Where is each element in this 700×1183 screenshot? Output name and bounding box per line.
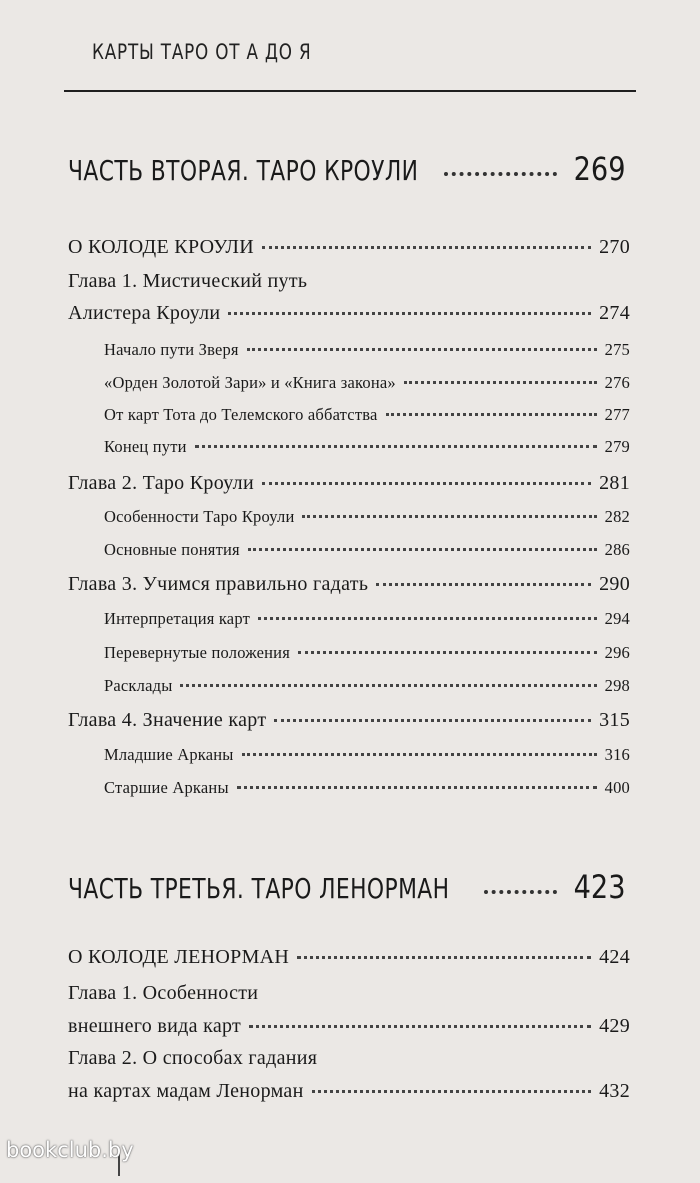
toc-subentry	[104, 609, 630, 629]
toc-subentry	[104, 437, 630, 457]
dot-leader	[249, 1025, 591, 1028]
watermark: bookclub.by	[6, 1138, 134, 1162]
page-number: 423	[573, 868, 626, 906]
dot-leader	[297, 956, 591, 959]
page-number: 282	[604, 507, 630, 526]
page-number: 281	[599, 472, 630, 494]
dot-leader	[242, 753, 597, 756]
toc-subentry	[104, 778, 630, 798]
page-number: 424	[599, 946, 630, 968]
page-number: 294	[604, 609, 630, 628]
dot-leader	[404, 381, 597, 384]
page-number: 316	[604, 745, 630, 764]
part-title: ЧАСТЬ ТРЕТЬЯ. ТАРО ЛЕНОРМАН	[68, 872, 450, 905]
page-number: 429	[599, 1015, 630, 1037]
entry-title: Глава 4. Значение карт	[68, 709, 267, 731]
toc-entry	[68, 1080, 630, 1103]
toc-subentry	[104, 643, 630, 663]
toc-subentry	[104, 340, 630, 360]
page-number: 276	[604, 373, 630, 392]
toc-subentry	[104, 540, 630, 560]
dot-leader	[247, 348, 597, 351]
dot-leader	[484, 890, 557, 894]
dot-leader	[180, 684, 596, 687]
page-number: 290	[599, 573, 630, 595]
entry-title: Глава 3. Учимся правильно гадать	[68, 573, 369, 595]
entry-title: От карт Тота до Телемского аббатства	[104, 405, 378, 424]
part-heading-3	[68, 868, 630, 906]
page-number: 269	[573, 150, 626, 188]
toc-entry	[68, 946, 630, 969]
dot-leader	[302, 515, 596, 518]
dot-leader	[386, 413, 597, 416]
entry-title-line1: Глава 2. О способах гадания	[68, 1047, 318, 1069]
entry-title-line1: Глава 1. Мистический путь	[68, 270, 308, 292]
toc-entry	[68, 236, 630, 259]
toc-entry	[68, 573, 630, 596]
toc-subentry	[104, 676, 630, 696]
dot-leader	[312, 1090, 592, 1093]
dot-leader	[237, 786, 597, 789]
page-number: 432	[599, 1080, 630, 1102]
dot-leader	[444, 172, 557, 176]
dot-leader	[298, 651, 597, 654]
entry-title: Младшие Арканы	[104, 745, 234, 764]
page-number: 286	[604, 540, 630, 559]
dot-leader	[258, 617, 597, 620]
toc-subentry	[104, 507, 630, 527]
dot-leader	[262, 246, 591, 249]
page-number: 275	[604, 340, 630, 359]
running-head: КАРТЫ ТАРО ОТ А ДО Я	[92, 40, 312, 64]
toc-entry	[68, 1015, 630, 1038]
toc-subentry	[104, 745, 630, 765]
dot-leader	[228, 312, 591, 315]
page-number: 400	[604, 778, 630, 797]
dot-leader	[376, 583, 591, 586]
entry-title: «Орден Золотой Зари» и «Книга закона»	[104, 373, 396, 392]
page-number: 277	[604, 405, 630, 424]
page-number: 315	[599, 709, 630, 731]
toc-subentry	[104, 373, 630, 393]
entry-title: Расклады	[104, 676, 173, 695]
entry-title: Перевернутые положения	[104, 643, 290, 662]
entry-title: О КОЛОДЕ ЛЕНОРМАН	[68, 946, 290, 968]
entry-title: Конец пути	[104, 437, 187, 456]
dot-leader	[195, 445, 597, 448]
part-title: ЧАСТЬ ВТОРАЯ. ТАРО КРОУЛИ	[68, 154, 419, 187]
dot-leader	[248, 548, 597, 551]
entry-title: Алистера Кроули	[68, 302, 221, 324]
entry-title: О КОЛОДЕ КРОУЛИ	[68, 236, 255, 258]
toc-entry	[68, 472, 630, 495]
entry-title: Старшие Арканы	[104, 778, 229, 797]
part-heading-2	[68, 150, 630, 188]
page-number: 298	[604, 676, 630, 695]
entry-title: Основные понятия	[104, 540, 240, 559]
toc-subentry	[104, 405, 630, 425]
page-number: 274	[599, 302, 630, 324]
entry-title: Интерпретация карт	[104, 609, 250, 628]
toc-entry	[68, 709, 630, 732]
page-number: 296	[604, 643, 630, 662]
entry-title: на картах мадам Ленорман	[68, 1080, 304, 1102]
entry-title: Особенности Таро Кроули	[104, 507, 295, 526]
page-number: 270	[599, 236, 630, 258]
entry-title-line1: Глава 1. Особенности	[68, 982, 259, 1004]
entry-title: Начало пути Зверя	[104, 340, 239, 359]
entry-title: Глава 2. Таро Кроули	[68, 472, 254, 494]
dot-leader	[262, 482, 591, 485]
page-number: 279	[604, 437, 630, 456]
dot-leader	[274, 719, 591, 722]
toc-entry	[68, 302, 630, 325]
entry-title: внешнего вида карт	[68, 1015, 242, 1037]
